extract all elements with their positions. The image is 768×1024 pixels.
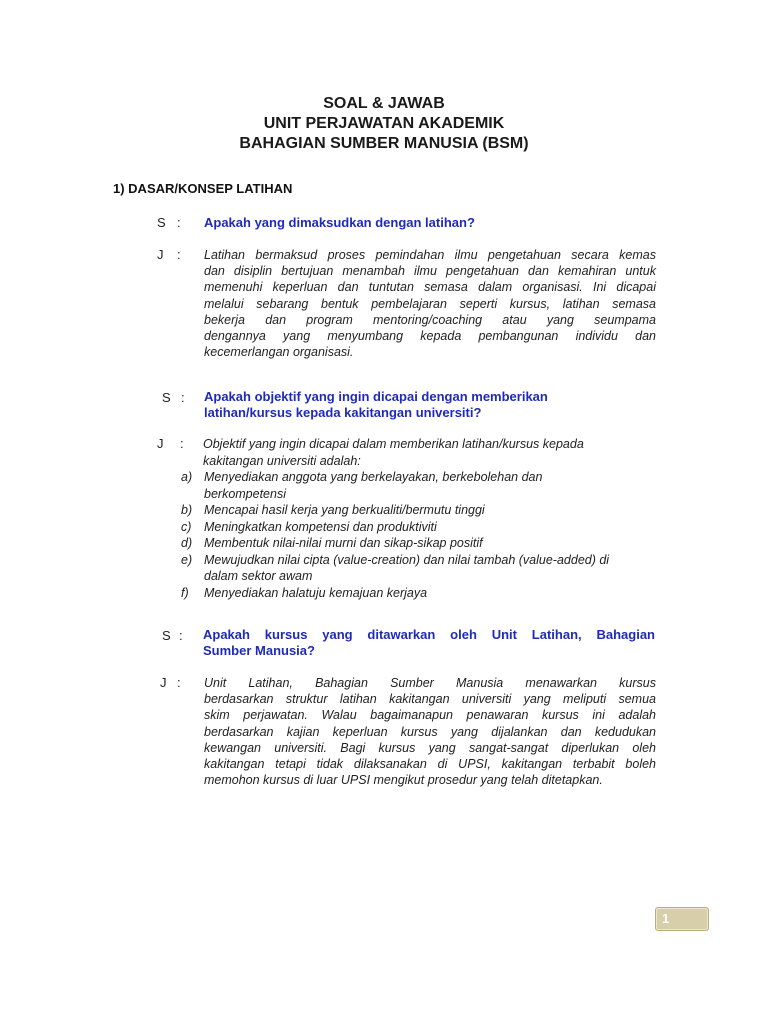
doc-title-line-1: SOAL & JAWAB [323, 95, 445, 112]
list-item [181, 552, 661, 585]
section-heading: 1) DASAR/KONSEP LATIHAN [113, 181, 293, 196]
list-item [181, 469, 661, 502]
doc-title-line-3: BAHAGIAN SUMBER MANUSIA (BSM) [239, 135, 529, 152]
question-label: S [162, 628, 171, 643]
answer-line: Latihan bermaksud proses pemindahan ilmu pengetahuan secara kemas [204, 248, 656, 262]
answer-1 [204, 247, 656, 360]
answer-line: kecemerlangan organisasi. [204, 345, 354, 360]
question-3 [203, 627, 655, 659]
answer-line: dan disiplin bertujuan menambah ilmu pengetahuan dan kemahiran untuk [204, 264, 656, 279]
doc-title-line-2: UNIT PERJAWATAN AKADEMIK [263, 115, 505, 132]
list-item-text: Meningkatkan kompetensi dan produktiviti [204, 519, 437, 534]
answer-3 [204, 675, 656, 788]
answer-colon: : [177, 247, 181, 262]
list-marker: e) [181, 552, 193, 567]
answer-line: melalui sebarang bentuk pembelajaran seperti kursus, latihan semasa [204, 296, 656, 311]
list-marker: b) [181, 503, 193, 517]
list-item-text: Menyediakan anggota yang berkelayakan, berkebolehan dan [204, 470, 543, 484]
objective-list [181, 469, 661, 601]
question-colon: : [179, 628, 183, 643]
list-item-text: Mencapai hasil kerja yang berkualiti/bermutu tinggi [204, 503, 485, 517]
list-item-text: berkompetensi [204, 486, 286, 501]
list-item-text: Mewujudkan nilai cipta (value-creation) dan nilai tambah (value-added) di [204, 552, 610, 567]
page-number-badge [655, 907, 709, 931]
question-line: latihan/kursus kepada kakitangan universiti? [204, 405, 482, 420]
list-item-text: dalam sektor awam [204, 569, 313, 583]
list-item-text: Membentuk nilai-nilai murni dan sikap-sikap positif [204, 536, 483, 550]
answer-line: memohon kursus di luar UPSI mengikut prosedur yang telah ditetapkan. [204, 773, 603, 788]
question-1: Apakah yang dimaksudkan dengan latihan? [204, 215, 475, 230]
list-item [181, 585, 661, 602]
page-number: 1 [662, 911, 670, 926]
answer-colon: : [177, 675, 181, 690]
answer-label: J [157, 247, 164, 262]
answer-line: dengannya yang menyumbang kepada pembangunan individu dan [204, 329, 656, 344]
answer-line: kakitangan tetapi tidak dilaksanakan di UPSI, kakitangan terbabit boleh [204, 757, 656, 772]
list-marker: c) [181, 519, 192, 534]
question-colon: : [181, 390, 185, 405]
answer-line: skim perjawatan. Walau bagaimanapun penawaran kursus ini adalah [204, 708, 656, 723]
answer-label: J [160, 675, 167, 690]
list-marker: a) [181, 470, 193, 484]
list-item-text: Menyediakan halatuju kemajuan kerjaya [204, 585, 428, 600]
list-marker: f) [181, 585, 189, 600]
answer-line: kewangan universiti. Bagi kursus yang sangat-sangat diperlukan oleh [204, 740, 656, 755]
list-marker: d) [181, 536, 193, 550]
question-line: Apakah kursus yang ditawarkan oleh Unit Latihan, Bahagian [203, 627, 655, 642]
answer-line: bekerja dan program mentoring/coaching atau yang seumpama [204, 312, 656, 327]
question-label: S [157, 215, 166, 230]
list-item [181, 535, 661, 552]
answer-label: J [157, 436, 164, 451]
answer-line: berdasarkan kajian keperluan kursus yang dijalankan dan kedudukan [204, 724, 656, 739]
answer-2-intro [203, 436, 658, 469]
question-line: Apakah objektif yang ingin dicapai dengan memberikan [204, 389, 548, 404]
answer-line: kakitangan universiti adalah: [203, 453, 361, 468]
answer-line: berdasarkan struktur latihan kakitangan universiti yang meliputi semua [204, 692, 656, 707]
question-2 [204, 389, 644, 421]
answer-line: Objektif yang ingin dicapai dalam memberikan latihan/kursus kepada [203, 437, 584, 451]
question-label: S [162, 390, 171, 405]
question-colon: : [177, 215, 181, 230]
list-item [181, 519, 661, 536]
answer-line: memenuhi keperluan dan tuntutan semasa dalam organisasi. Ini dicapai [204, 280, 656, 295]
question-line: Sumber Manusia? [203, 643, 315, 658]
answer-colon: : [180, 436, 184, 451]
list-item [181, 502, 661, 519]
answer-line: Unit Latihan, Bahagian Sumber Manusia menawarkan kursus [204, 676, 656, 690]
